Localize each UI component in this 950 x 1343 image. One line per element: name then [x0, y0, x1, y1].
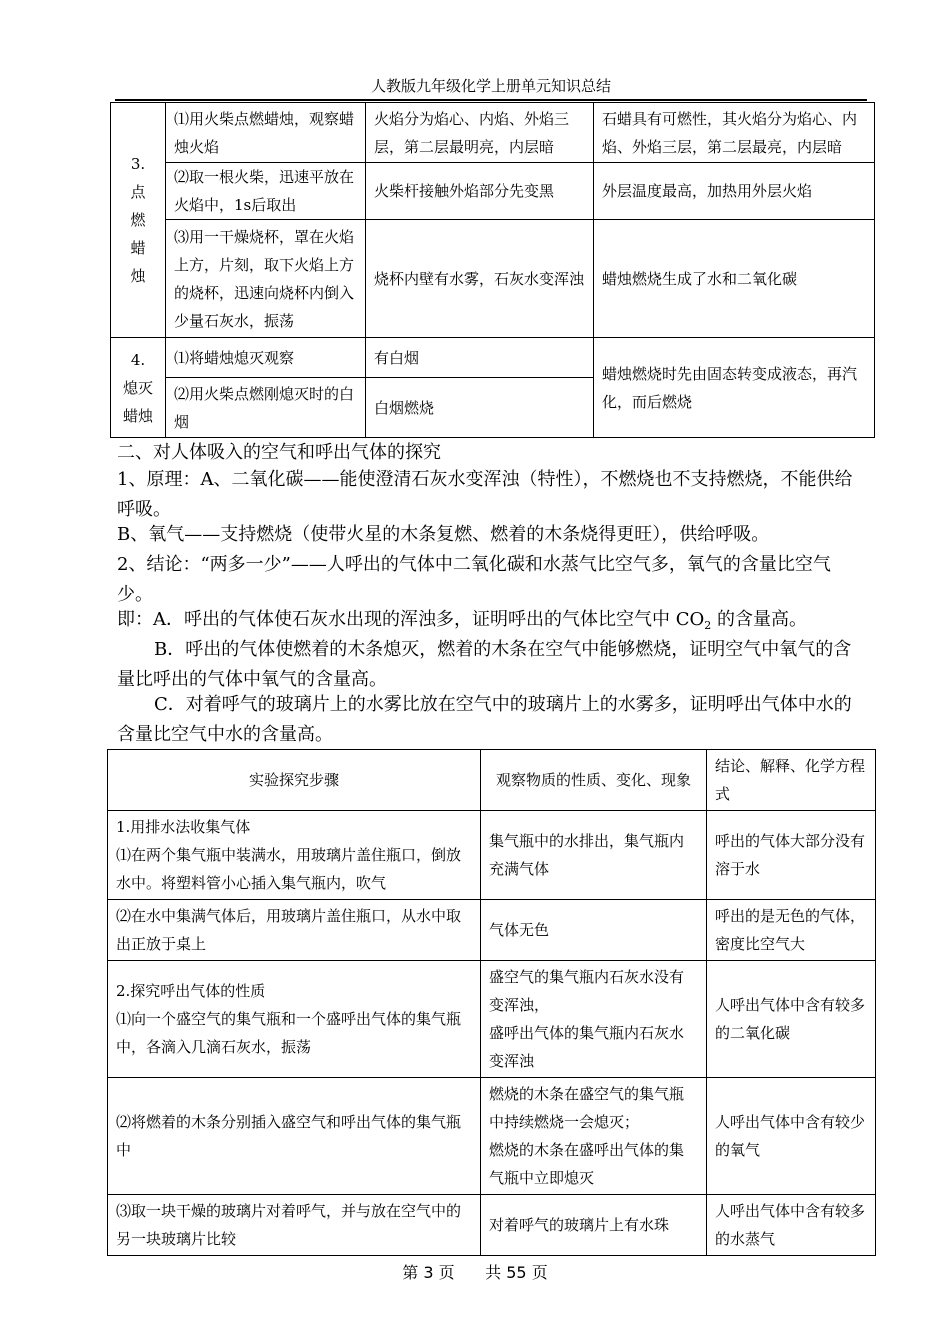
header-observation: 观察物质的性质、变化、现象: [481, 750, 707, 811]
conclusion-cell: 呼出的是无色的气体，密度比空气大: [707, 900, 876, 961]
header-steps: 实验探究步骤: [108, 750, 481, 811]
header-rule: [115, 99, 867, 101]
conclusion-cell: 人呼出气体中含有较多的水蒸气: [707, 1195, 876, 1256]
section-label-extinguish-candle: 4. 熄灭 蜡烛: [111, 338, 166, 438]
operation-cell: ⑵取一根火柴，迅速平放在火焰中，1s后取出: [166, 163, 366, 220]
conclusion-cell: 呼出的气体大部分没有溶于水: [707, 811, 876, 900]
conclusion-cell: 人呼出气体中含有较多的二氧化碳: [707, 961, 876, 1078]
conclusion-cell: 蜡烛燃烧时先由固态转变成液态，再汽化，而后燃烧: [594, 338, 875, 438]
observation-cell: 有白烟: [366, 338, 594, 378]
operation-cell: ⑴将蜡烛熄灭观察: [166, 338, 366, 378]
evidence-b-paragraph: B．呼出的气体使燃着的木条熄灭，燃着的木条在空气中能够燃烧，证明空气中氧气的含量比呼出的气体中氧气的含量高。: [117, 639, 852, 690]
evidence-a-text: 即：A．呼出的气体使石灰水出现的浑浊多，证明呼出的气体比空气中 CO: [117, 609, 705, 630]
candle-experiment-table: [110, 102, 875, 438]
observation-cell: 燃烧的木条在盛空气的集气瓶中持续燃烧一会熄灭； 燃烧的木条在盛呼出气体的集气瓶中立即熄灭: [481, 1078, 707, 1195]
observation-cell: 盛空气的集气瓶内石灰水没有变浑浊， 盛呼出气体的集气瓶内石灰水变浑浊: [481, 961, 707, 1078]
step-cell: 2.探究呼出气体的性质 ⑴向一个盛空气的集气瓶和一个盛呼出气体的集气瓶中，各滴入几滴石灰水，振荡: [108, 961, 481, 1078]
header-conclusion: 结论、解释、化学方程式: [707, 750, 876, 811]
conclusion-cell: 人呼出气体中含有较少的氧气: [707, 1078, 876, 1195]
step-cell: ⑵在水中集满气体后，用玻璃片盖住瓶口，从水中取出正放于桌上: [108, 900, 481, 961]
observation-cell: 白烟燃烧: [366, 378, 594, 438]
evidence-a-paragraph: [117, 605, 862, 635]
conclusion-cell: 蜡烛燃烧生成了水和二氧化碳: [594, 220, 875, 338]
conclusion-cell: 外层温度最高，加热用外层火焰: [594, 163, 875, 220]
principle-b-paragraph: B、氧气——支持燃烧（使带火星的木条复燃、燃着的木条烧得更旺），供给呼吸。: [117, 524, 770, 545]
operation-cell: ⑶用一干燥烧杯，罩在火焰上方，片刻，取下火焰上方的烧杯，迅速向烧杯内倒入少量石灰水，振荡: [166, 220, 366, 338]
principle-a-paragraph: 1、原理：A、二氧化碳——能使澄清石灰水变浑浊（特性），不燃烧也不支持燃烧，不能供给呼吸。: [117, 469, 853, 520]
observation-cell: 气体无色: [481, 900, 707, 961]
section-heading: 二、对人体吸入的空气和呼出气体的探究: [117, 442, 441, 463]
observation-cell: 烧杯内壁有水雾，石灰水变浑浊: [366, 220, 594, 338]
step-cell: ⑵将燃着的木条分别插入盛空气和呼出气体的集气瓶中: [108, 1078, 481, 1195]
evidence-a-tail: 的含量高。: [711, 609, 807, 630]
step-cell: ⑶取一块干燥的玻璃片对着呼气，并与放在空气中的另一块玻璃片比较: [108, 1195, 481, 1256]
observation-cell: 对着呼气的玻璃片上有水珠: [481, 1195, 707, 1256]
page-header-title: 人教版九年级化学上册单元知识总结: [370, 77, 611, 95]
evidence-c-paragraph: C．对着呼气的玻璃片上的水雾比放在空气中的玻璃片上的水雾多，证明呼出气体中水的含量比空气中水的含量高。: [117, 694, 852, 745]
conclusion-cell: 石蜡具有可燃性，其火焰分为焰心、内焰、外焰三层，第二层最亮，内层暗: [594, 103, 875, 163]
breath-experiment-table: [107, 749, 876, 1256]
observation-cell: 火焰分为焰心、内焰、外焰三层，第二层最明亮，内层暗: [366, 103, 594, 163]
section-label-light-candle: 3. 点 燃 蜡 烛: [111, 103, 166, 338]
observation-cell: 集气瓶中的水排出，集气瓶内充满气体: [481, 811, 707, 900]
page-footer: [0, 1260, 950, 1283]
conclusion-paragraph: 2、结论：“两多一少”——人呼出的气体中二氧化碳和水蒸气比空气多，氧气的含量比空气少。: [117, 554, 831, 605]
observation-cell: 火柴杆接触外焰部分先变黑: [366, 163, 594, 220]
page-number: 第 3 页 共 55 页: [402, 1263, 548, 1282]
operation-cell: ⑴用火柴点燃蜡烛，观察蜡烛火焰: [166, 103, 366, 163]
co2-subscript: 2: [704, 619, 712, 632]
step-cell: 1.用排水法收集气体 ⑴在两个集气瓶中装满水，用玻璃片盖住瓶口，倒放水中。将塑料管小心插入集气瓶内，吹气: [108, 811, 481, 900]
operation-cell: ⑵用火柴点燃刚熄灭时的白烟: [166, 378, 366, 438]
